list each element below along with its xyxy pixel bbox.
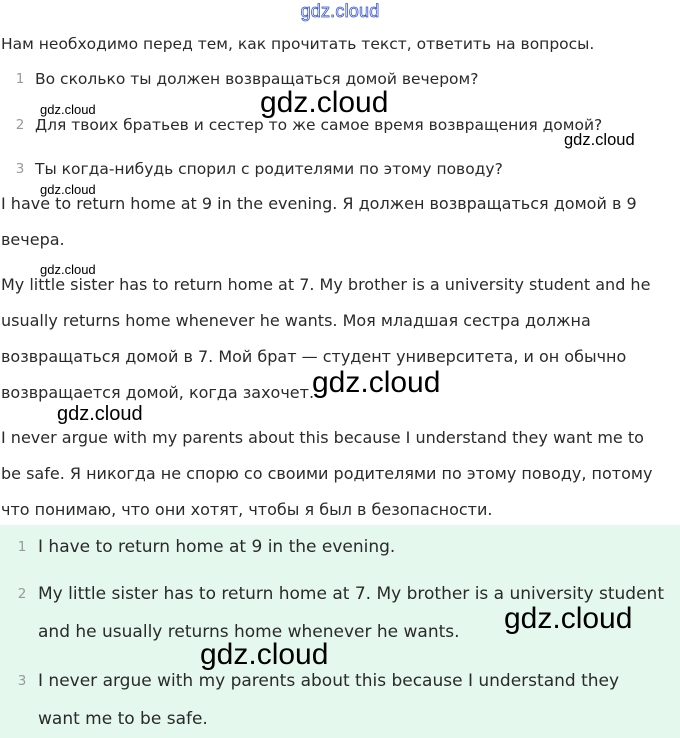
paragraph-line: I have to return home at 9 in the evening. Я должен возвращаться домой в 9 [1,194,637,213]
paragraph-line: usually returns home whenever he wants. Моя младшая сестра должна [1,311,591,330]
answer-text [38,662,678,738]
answer-line: I never argue with my parents about this because I understand they [38,671,620,691]
answer-number: 2 [17,586,27,602]
paragraph-3 [1,420,677,528]
question-text: Для твоих братьев и сестер то же самое время возвращения домой? [35,116,603,134]
paragraph-line: возвращается домой, когда захочет. [1,383,315,402]
paragraph-line: be safe. Я никогда не спорю со своими родителями по этому поводу, потому [1,464,653,483]
watermark: gdz.cloud [312,366,441,399]
answer-number: 1 [17,539,27,555]
question-text: Во сколько ты должен возвращаться домой вечером? [35,70,479,88]
watermark: gdz.cloud [57,403,143,425]
answer-text [38,528,678,566]
site-mark: gdz.cloud [300,1,380,21]
intro-text: Нам необходимо перед тем, как прочитать текст, ответить на вопросы. [1,35,595,53]
watermark: gdz.cloud [40,182,96,197]
watermark: gdz.cloud [260,86,389,119]
paragraph-line: возвращаться домой в 7. Мой брат — студент университета, и он обычно [1,347,627,366]
answer-line: My little sister has to return home at 7. My brother is a university student [38,584,664,604]
question-text: Ты когда-нибудь спорил с родителями по этому поводу? [35,160,503,178]
watermark: gdz.cloud [40,102,96,117]
question-number: 3 [15,161,25,177]
watermark: gdz.cloud [200,638,329,671]
watermark: gdz.cloud [564,131,635,149]
paragraph-line: My little sister has to return home at 7. My brother is a university student and he [1,275,651,294]
answer-line: and he usually returns home whenever he wants. [38,622,460,642]
question-number: 2 [15,117,25,133]
answer-line: I have to return home at 9 in the evening. [38,537,396,557]
answer-line: want me to be safe. [38,709,208,729]
paragraph-line: I never argue with my parents about this because I understand they want me to [1,428,644,447]
paragraph-1 [1,186,677,258]
watermark: gdz.cloud [40,262,96,277]
paragraph-line: что понимаю, что они хотят, чтобы я был в безопасности. [1,500,493,519]
question-number: 1 [15,71,25,87]
paragraph-line: вечера. [1,230,65,249]
watermark: gdz.cloud [504,602,633,635]
answer-number: 3 [17,673,27,689]
